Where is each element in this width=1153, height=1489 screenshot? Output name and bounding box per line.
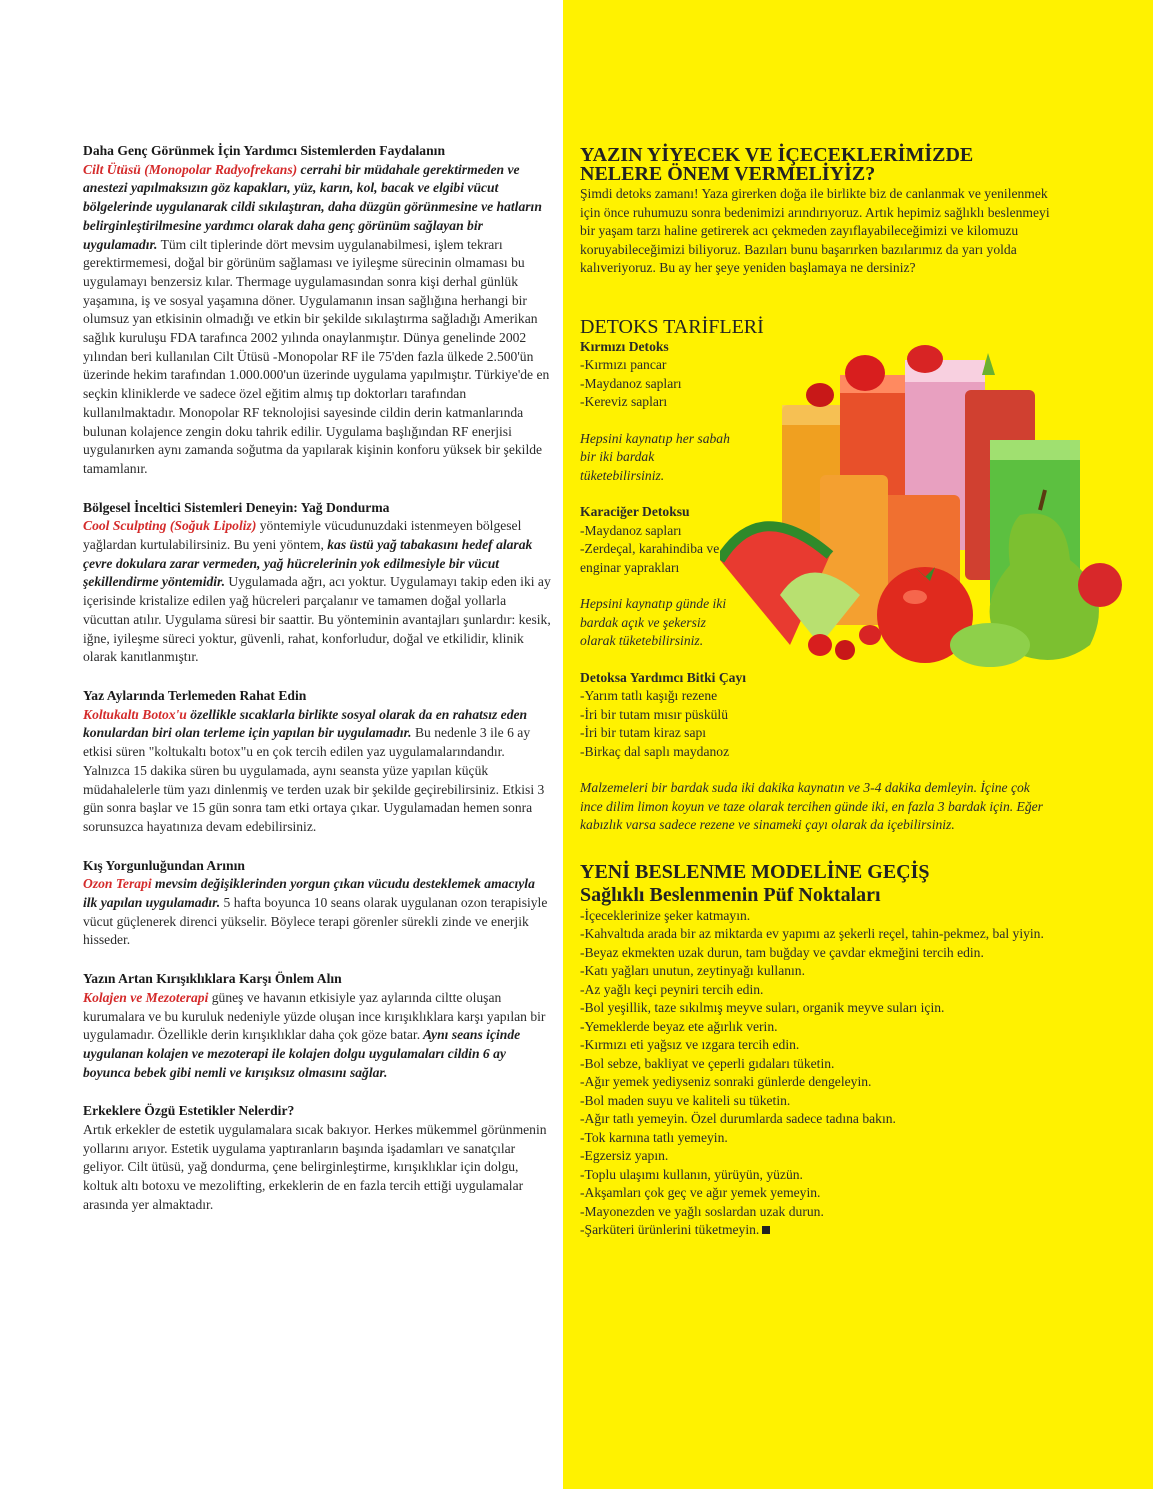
section-heading: Yazın Artan Kırışıklıklara Karşı Önlem Alın [83,971,342,987]
tip-item: -Ağır yemek yediyseniz sonraki günlerde dengeleyin. [580,1074,872,1089]
section-heading: Daha Genç Görünmek İçin Yardımcı Sistemlerden Faydalanın [83,143,446,158]
section-ozon [83,857,551,951]
end-mark-icon [762,1226,770,1234]
left-column [83,142,551,1235]
section-heading: Bölgesel İnceltici Sistemleri Deneyin: Yağ Dondurma [83,499,390,515]
tip-item: -Mayonezden ve yağlı soslardan uzak durun. [580,1203,824,1219]
section-emphasis: Aynı seans içinde uygulanan kolajen ve mezoterapi ile kolajen dolgu uygulamaları cildin 6 ay boyunca bebek gibi nemli ve kırışıksız olmasını sağlar. [83,1027,521,1080]
recipe-name: Kırmızı Detoks [580,338,669,354]
right-column [580,144,1050,1240]
section-body: yöntemiyle vücudunuzdaki istenmeyen bölgesel yağlardan kurtulabilirsiniz. Bu yeni yöntem, [83,518,522,553]
tip-item: -Yemeklerde beyaz ete ağırlık verin. [580,1018,778,1034]
section-emphasis: kas üstü yağ tabakasını hedef alarak çevre dokulara zarar vermeden, yağ hücrelerinin yok edilmesiyle bir vücut şekillendirme yöntemidir. [83,537,533,590]
recipe-item: -Birkaç dal saplı maydanoz [580,743,730,759]
recipe-note: Malzemeleri bir bardak suda iki dakika kaynatın ve 3-4 dakika demleyin. İçine çok ince dilim limon koyun ve taze olarak tercihen günde iki, en fazla 3 bardak için. Eğer kabızlık varsa sadece rezene ve sinameki çayı olarak da içebilirsiniz. [580,780,1043,832]
intro-paragraph: Şimdi detoks zamanı! Yaza girerken doğa ile birlikte biz de canlanmak ve yenilenmek için önce ruhumuzu sonra bedenimizi arındırıyoruz. Artık hepimiz sağlıklı beslenmeyi bir yaşam tarzı haline getirerek acı çekmeden zayıflayabileceğimizi ve kilomuzu koruyabileceğimizi biliyoruz. Bazıları bunu başarırken bazılarımız da yarı yolda kalıveriyoruz. Bu ay her şeye yeniden başlamaya ne dersiniz? [580,186,1050,275]
section-heading: Kış Yorgunluğundan Arının [83,857,245,873]
tips-list [580,907,1050,1240]
recipe-item: -Kereviz sapları [580,394,668,409]
section-terleme [83,687,551,837]
tip-item: -Toplu ulaşımı kullanın, yürüyün, yüzün. [580,1166,803,1182]
tip-item: -Egzersiz yapın. [580,1148,669,1163]
recipe-item: -Maydanoz sapları [580,375,682,391]
recipe-item: -İri bir tutam kiraz sapı [580,725,707,740]
recipe-name: Detoksa Yardımcı Bitki Çayı [580,669,747,685]
recipe-note: Hepsini kaynatıp günde iki bardak açık ve şekersiz olarak tüketebilirsiniz. [580,596,727,648]
section-body: Tüm cilt tiplerinde dört mevsim uygulanabilmesi, işlem tekrarı gerektirmemesi, doğal bir görünüm sağlaması ve iyileşme sürecinin olmaması bu uygulamayı benzersiz kılar. Thermage uygulamasından sonra kişi derhal günlük yaşamına, iş ve sosyal yaşamına döner. Uygulamanın insan sağlığına herhangi bir olumsuz yan etkisinin olmadığı ve etkin bir şekilde sıkılaştırma sağladığı Amerikan sağlık kuruluşu FDA tarafınca 2002 yılında onaylanmıştır. Dünya genelinde 2002 yılından beri kullanılan Cilt Ütüsü -Monopolar RF ile 75'den fazla ülkede 2.500'ün üzerinde hekim tarafından 1.000.000'un üzerinde uygulama yapılmıştır. Türkiye'de en seçkin kliniklerde ve sadece özel eğitim almış tıp doktorları tarafından kullanılmaktadır. Monopolar RF teknolojisi sayesinde cildin derin katmanlarında bulunan kolajence zengin doku tahrik edilir. Uygulama başlığından RF enerjisi uygulanırken aynı zamanda soğutma da yapılarak kişinin konforu yüksek bir şekilde tamamlanır. [83,236,550,476]
recipe3-items [580,687,1050,761]
section-heading: Erkeklere Özgü Estetikler Nelerdir? [83,1103,295,1119]
recipe-item: -Kırmızı pancar [580,357,667,372]
treatment-name: Cilt Ütüsü (Monopolar Radyofrekans) [83,161,298,177]
section-emphasis: cerrahi bir müdahale gerektirmeden ve anestezi yapılmaksızın göz kapakları, yüz, karın, kol, bacak ve elgibi vücut bölgelerinde uygulanarak cildi sıkılaştıran, daha düzgün görünmesine ve hatların belirginleştirilmesine yardımcı olarak daha genç görünüm sağlayan bir uygulamadır. [83,161,542,252]
detoks-recipes [580,338,730,651]
tip-item: -Tok karnına tatlı yemeyin. [580,1129,728,1145]
treatment-name: Kolajen ve Mezoterapi [83,989,209,1005]
recipe-note: Hepsini kaynatıp her sabah bir iki bardak tüketebilirsiniz. [580,430,730,483]
tip-item: -Beyaz ekmekten uzak durun, tam buğday ve çavdar ekmeğini tercih edin. [580,944,984,960]
tip-item: -Kahvaltıda arada bir az miktarda ev yapımı az şekerli reçel, tahin-pekmez, bal yiyin. [580,926,1044,941]
tip-item: -Katı yağları unutun, zeytinyağı kullanın. [580,963,805,978]
section-erkekler [83,1102,551,1214]
section-body: 5 hafta boyunca 10 seans olarak uygulanan ozon terapisiyle vücut güçlenerek direnci yükselir. Böylece terapi görenler sürekli zinde ve enerjik hisseder. [83,895,548,948]
tip-item: -Bol sebze, bakliyat ve çeperli gıdaları tüketin. [580,1055,835,1071]
recipe-name: Karaciğer Detoksu [580,504,690,519]
section-body: Bu nedenle 3 ile 6 ay etkisi süren "koltukaltı botox"u en çok tercih edilen yaz uygulamalarındandır. Yalnızca 15 dakika süren bu uygulamada, aynı seansta yüze yapılan küçük müdahalelerle tüm yazı dinlenmiş ve terden uzak bir şekilde geçirebilirsiniz. Etkisi 3 gün sonra başlar ve 15 gün sonra tam etki ortaya çıkar. Uygulamadan hemen sonra sorunsuzca hayatınıza devam edebilirsiniz. [83,725,545,834]
tip-item: -Az yağlı keçi peyniri tercih edin. [580,981,764,997]
section-body: Artık erkekler de estetik uygulamalara sıcak bakıyor. Herkes mükemmel görünmenin yollarını arıyor. Estetik uygulama yaptıranların başında işadamları ve sanatçılar geliyor. Cilt ütüsü, yağ dondurma, çene belirginleştirme, kırışıklıklar için dolgu, koltuk altı botoxu ve mezolifting, erkeklerin de en fazla tercih ettiği uygulamalar arasında yer almaktadır. [83,1122,547,1212]
tip-item: -Bol yeşillik, taze sıkılmış meyve suları, organik meyve suları için. [580,1000,945,1015]
section-heading: Yaz Aylarında Terlemeden Rahat Edin [83,687,307,703]
treatment-name: Ozon Terapi [83,876,152,892]
recipe-item: -Zerdeçal, karahindiba ve enginar yaprakları [580,541,720,575]
model-title: YENİ BESLENME MODELİNE GEÇİŞ [580,860,930,883]
article-title: YAZIN YİYECEK VE İÇECEKLERİMİZDE NELERE ÖNEM VERMELİYİZ? [580,144,974,185]
tip-item: -Akşamları çok geç ve ağır yemek yemeyin. [580,1185,821,1200]
section-yag-dondurma [83,499,551,667]
section-emphasis: mevsim değişiklerinden yorgun çıkan vücudu desteklemek amacıyla ilk yapılan uygulamadır. [83,876,535,911]
tip-item: -Kırmızı eti yağsız ve ızgara tercih edin. [580,1037,800,1052]
treatment-name: Koltukaltı Botox'u [83,706,187,722]
tip-item: -Şarküteri ürünlerini tüketmeyin. [580,1222,760,1237]
section-body-2: Uygulamada ağrı, acı yoktur. Uygulamayı takip eden iki ay içerisinde kristalize edilen yağ hücreleri parçalanır ve tamamen doğal yollarla vücuttan atılır. Uygulama süresi bir saattir. Bu yönteminin avantajları şunlardır: kesik, iğne, iyileşme süreci yoktur, güvenli, rahat, konforludur, doğal ve etkilidir, klinik olarak kanıtlanmıştır. [83,574,551,665]
tip-item: -İçeceklerinize şeker katmayın. [580,907,751,923]
section-cilt-utusu [83,142,551,479]
section-kirisiklik [83,970,551,1082]
section-emphasis: özellikle sıcaklarla birlikte sosyal olarak da en rahatsız eden konulardan biri olan terleme için yapılan bir uygulamadır. [83,706,528,741]
tip-item: -Bol maden suyu ve kaliteli su tüketin. [580,1092,791,1108]
recipe-item: -İri bir tutam mısır püskülü [580,706,729,722]
recipe-item: -Yarım tatlı kaşığı rezene [580,688,718,703]
model-subtitle: Sağlıklı Beslenmenin Püf Noktaları [580,883,881,906]
treatment-name: Cool Sculpting (Soğuk Lipoliz) [83,518,257,534]
recipe-item: -Maydanoz sapları [580,522,682,538]
section-body: güneş ve havanın etkisiyle yaz aylarında ciltte oluşan kurumalara ve bu kuruluk nedeniyle yüzde oluşan ince kırışıklıklara karşı yapılan bir uygulamadır. Özellikle derin kırışıklıklar daha çok göze batar. [83,989,546,1043]
tip-item: -Ağır tatlı yemeyin. Özel durumlarda sadece tadına bakın. [580,1111,896,1126]
detoks-title: DETOKS TARİFLERİ [580,315,764,338]
tip-item-last [580,1221,1050,1240]
